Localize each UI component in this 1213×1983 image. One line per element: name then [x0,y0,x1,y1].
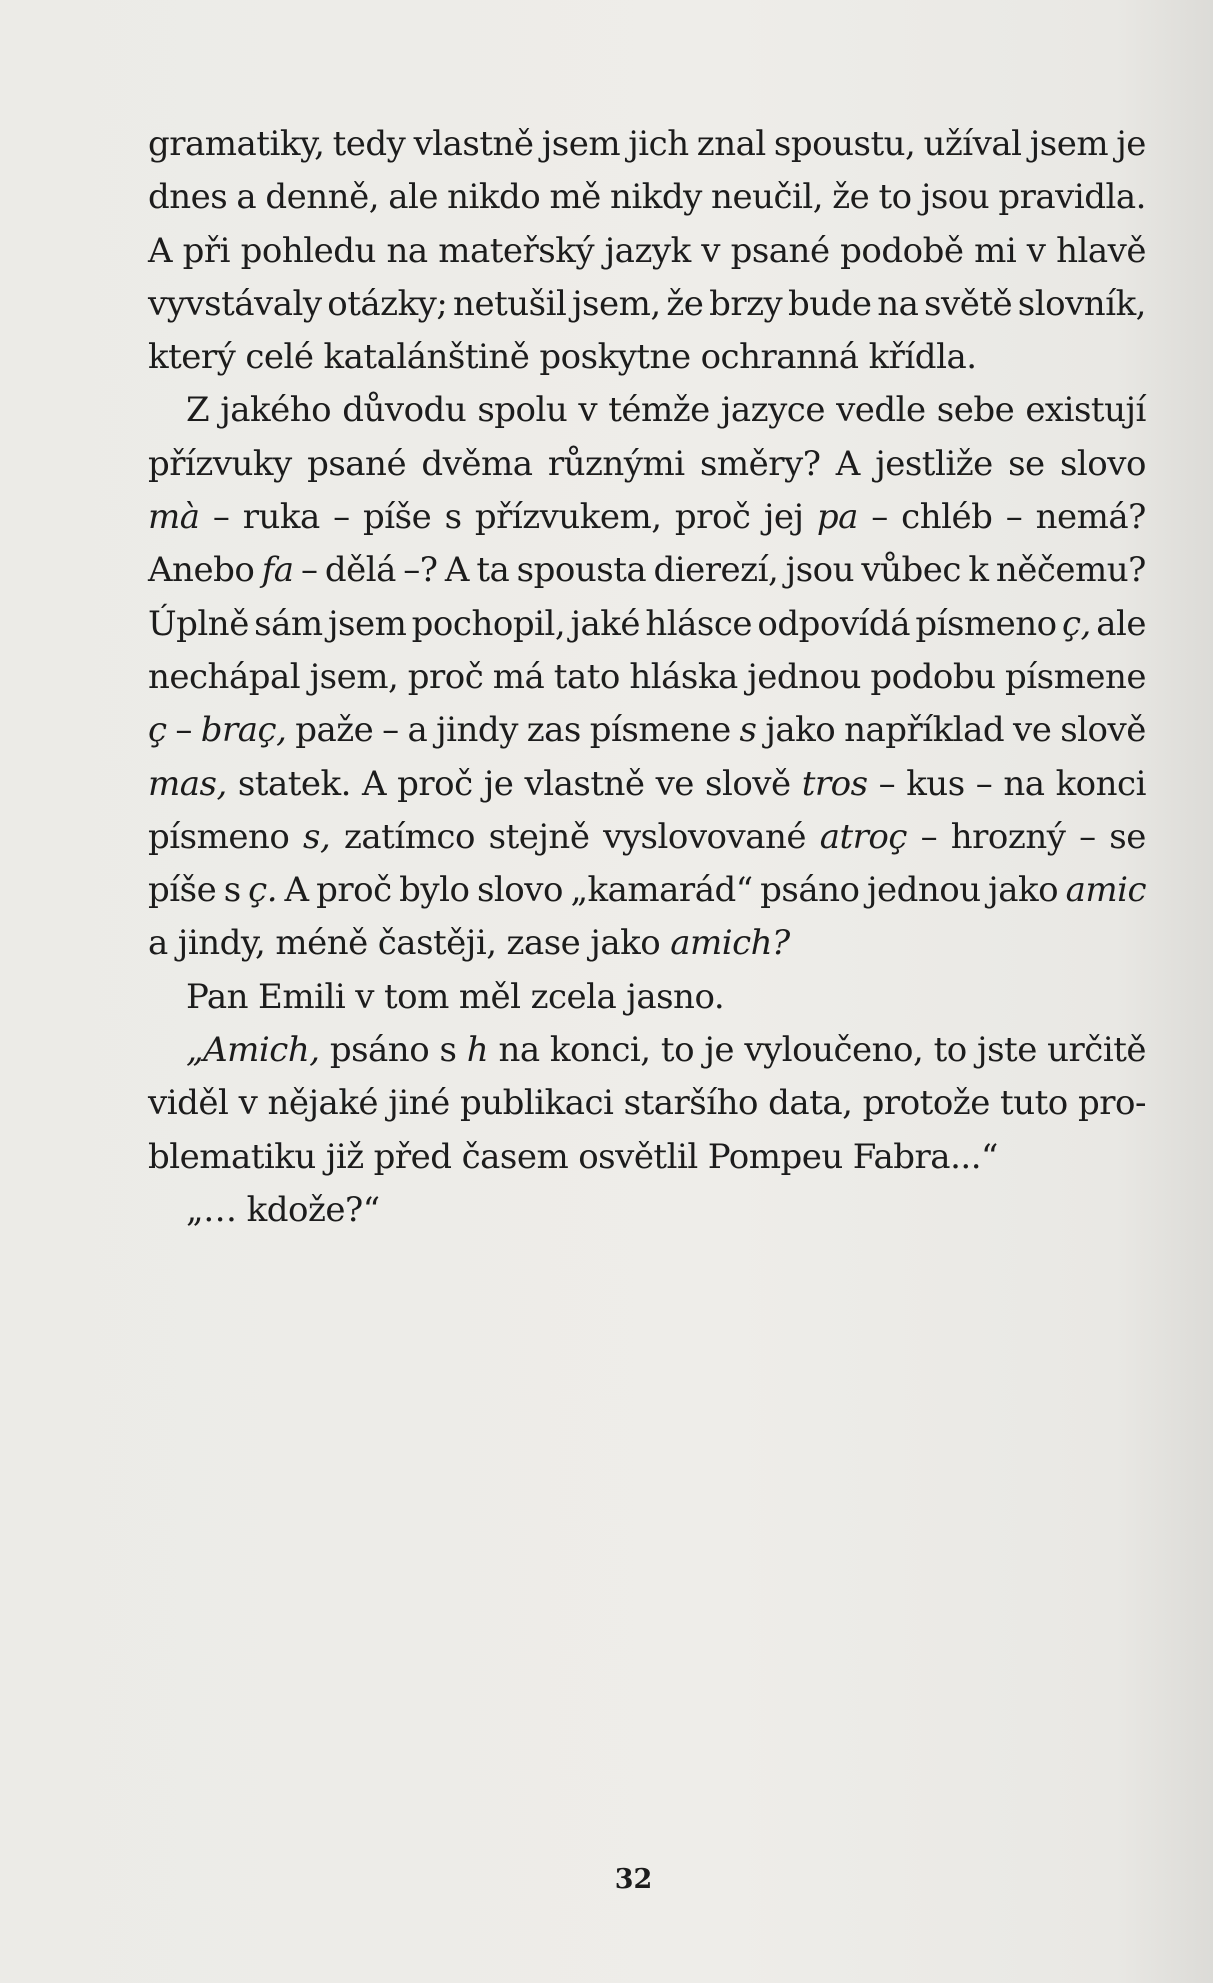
word: tuto [1000,1083,1068,1124]
word: denně, [265,177,379,218]
word: dnes [148,177,228,218]
word: jednou [747,656,861,697]
word: ale [1096,603,1146,644]
word: proč [674,497,751,538]
word: stejně [488,816,590,857]
word: jsem [1029,124,1109,164]
word: zatímco [343,816,475,857]
word: sám [254,603,323,644]
word: zase [506,923,581,964]
italic-word: „Amich, [186,1030,320,1071]
word: směry? [699,443,821,484]
word: nikdy [610,177,702,218]
word: podobě [840,230,964,271]
word: bylo [399,870,470,911]
word: osvětlil [578,1136,698,1177]
text-line [148,758,1146,811]
word: – [871,497,888,538]
word: jako [590,923,661,964]
italic-word: braç, [200,710,287,751]
text-line [148,1077,1146,1130]
word: například [844,710,1005,751]
text-line [148,811,1146,864]
word: k [968,550,989,591]
word: na [877,283,919,324]
word: – [212,497,230,538]
word: slovo [476,870,563,911]
word: jindy, [177,923,266,964]
word: témže [608,390,710,431]
word: – [300,550,318,591]
word: kus [906,763,965,804]
italic-word: fa [261,550,294,591]
word: spoustu, [773,124,916,164]
italic-word: ç. [248,870,278,911]
word: – [920,816,938,857]
word: na [386,230,428,271]
word: neučil, [711,177,824,218]
text-line [148,278,1146,331]
word: že [666,283,704,324]
word: jej [763,497,804,538]
text-line [148,225,1146,278]
word: zas [526,710,581,751]
word: A [444,550,469,591]
word: jazyce [720,390,825,431]
word: jich [628,124,689,164]
word: pravidla. [998,177,1146,218]
word: světě [924,283,1013,324]
word: psáno [329,1030,430,1071]
word: slově [705,763,791,804]
text-line [148,384,1146,437]
word: písmeno [148,816,290,857]
word: – [878,763,896,804]
italic-word: s, [303,816,331,857]
word: méně [275,923,368,964]
word: viděl [148,1083,229,1124]
word: ta [476,550,510,591]
word: před [373,1136,452,1177]
word: nikdo [447,177,541,218]
word: který [148,337,236,378]
word: vyslovované [603,816,807,857]
word: Z [186,390,210,431]
word: se [1008,443,1045,484]
word: častěji, [377,923,497,964]
word: mi [974,230,1017,271]
word: znal [696,124,766,164]
word: jsem, [309,656,399,697]
word: časem [461,1136,569,1177]
word: publikaci [459,1083,614,1124]
word: je [483,763,514,804]
word: písmene [589,710,731,751]
word: má [492,656,545,697]
word: konci [1055,763,1146,804]
word: pohledu [240,230,376,271]
word: to [933,1030,967,1071]
word: vedle [836,390,926,431]
word: bude [787,283,872,324]
word: je [1116,124,1146,164]
word: jsem [327,603,407,644]
word: jako [988,870,1059,911]
word: ve [655,763,694,804]
word: jsou [920,177,990,218]
word: slově [1060,710,1146,751]
word: proč [407,656,484,697]
word: gramatiky, [148,124,325,164]
italic-word: pa [816,497,858,538]
word: chléb [901,497,993,538]
word: písmene [1005,656,1146,697]
word: již [325,1136,364,1177]
word: A [362,763,387,804]
word: tedy [332,124,406,164]
word: celé [245,337,314,378]
word: v [238,1083,258,1124]
word: psané [307,443,407,484]
italic-word: amich? [670,923,790,964]
italic-word: mà [148,497,200,538]
word: mě [549,177,601,218]
word: pochopil, [411,603,566,644]
word: důvodu [342,390,467,431]
word: katalánštině [323,337,530,378]
word: něčemu? [995,550,1146,591]
word: – [175,710,192,751]
word: ochranná [700,337,859,378]
word: paže [295,710,374,751]
word: nějaké [267,1083,379,1124]
word: jako [765,710,836,751]
text-line [148,971,1146,1024]
word: staršího [623,1083,758,1124]
word: hlásce [645,603,753,644]
word: to [878,177,912,218]
word: jsem, [572,283,661,324]
word: A [148,230,173,271]
text-line [148,598,1146,651]
word: – [333,497,350,538]
word: křídla. [868,337,977,378]
word: vyloučeno, [744,1030,924,1071]
word: A [835,443,860,484]
word: jaké [570,603,641,644]
italic-word: h [466,1030,489,1071]
word: A [284,870,309,911]
word: měl [458,976,521,1017]
word: hrozný [950,816,1066,857]
word: hláska [629,656,738,697]
word: to [660,1030,695,1071]
word: v [1026,230,1046,271]
word: nemá? [1035,497,1146,538]
text-line [148,917,1146,970]
word: písmeno [915,603,1057,644]
word: jestliže [875,443,993,484]
word: jazyk [604,230,691,271]
word: Emili [258,976,346,1017]
word: a [407,710,428,751]
word: jsem [541,124,621,164]
word: různými [547,443,685,484]
word: – [1079,816,1096,857]
word: a [148,923,168,964]
word: data, [768,1083,853,1124]
word: dělá [324,550,396,591]
italic-word: tros [801,763,868,804]
word: existují [1025,390,1146,431]
word: vlastně [524,763,645,804]
word: netušil [453,283,567,324]
text-line [148,438,1146,491]
italic-word: amic [1065,870,1146,911]
text-line [148,651,1146,704]
text-line [148,118,1146,171]
word: blematiku [148,1136,316,1177]
word: proč [316,870,392,911]
word: určitě [1047,1030,1146,1071]
word: jsou [785,550,855,591]
word: tom [383,976,449,1017]
word: kdože?“ [246,1189,380,1230]
word: na [1003,763,1045,804]
word: ve [1013,710,1052,751]
word: tato [553,656,620,697]
word: – [382,710,399,751]
italic-word: ç, [1061,603,1091,644]
body-text [148,118,1146,1237]
word: Úplně [148,603,249,644]
word: podobu [870,656,996,697]
word: sebe [936,390,1015,431]
word: brzy [709,283,783,324]
word: vůbec [861,550,961,591]
word: – [1005,497,1023,538]
word: jednou [866,870,981,911]
word: přízvuky [148,443,292,484]
word: v [701,230,720,271]
word: dierezí, [653,550,779,591]
word: v [355,976,374,1017]
word: píše [362,497,432,538]
word: užíval [923,124,1022,164]
text-line [148,171,1146,224]
text-line [148,704,1146,757]
word: konci, [549,1030,651,1071]
word: slovník, [1017,283,1146,324]
text-line [148,1024,1146,1077]
word: píše [148,870,217,911]
word: přízvukem, [474,497,662,538]
word: zcela [530,976,617,1017]
word: dvěma [421,443,533,484]
italic-word: s [739,710,757,751]
page-number: 32 [614,1864,653,1895]
word: s [439,1030,457,1071]
word: protože [862,1083,990,1124]
word: proč [397,763,473,804]
text-line [148,544,1146,597]
word: spolu [477,390,568,431]
text-line [148,1184,1146,1237]
word: Fabra...“ [852,1136,998,1177]
italic-word: ç [148,710,167,751]
word: v [578,390,598,431]
word: Pompeu [707,1136,843,1177]
word: jasno. [626,976,725,1017]
word: poskytne [539,337,691,378]
word: psané [730,230,830,271]
word: jiné [388,1083,450,1124]
word: jakého [220,390,332,431]
italic-word: mas, [148,763,227,804]
word: mateřský [438,230,595,271]
italic-word: atroç [819,816,907,857]
word: s [444,497,462,538]
word: Pan [186,976,249,1017]
word: –? [403,550,438,591]
word: pro- [1077,1083,1146,1124]
text-line [148,331,1146,384]
word: jste [977,1030,1037,1071]
word: s [223,870,241,911]
word: otázky; [327,283,448,324]
word: je [704,1030,735,1071]
word: nechápal [148,656,301,697]
word: – [975,763,993,804]
word: ruka [242,497,320,538]
word: Anebo [148,550,255,591]
word: spousta [516,550,647,591]
word: a [236,177,257,218]
word: psáno [760,870,860,911]
word: se [1109,816,1146,857]
word: při [182,230,231,271]
word: slovo [1059,443,1146,484]
word: odpovídá [757,603,910,644]
word: statek. [237,763,351,804]
word: jindy [436,710,518,751]
word: že [832,177,870,218]
text-line [148,1131,1146,1184]
text-line [148,864,1146,917]
word: vyvstávaly [148,283,322,324]
word: hlavě [1056,230,1146,271]
word: na [498,1030,540,1071]
word: „kamarád“ [570,870,753,911]
text-line [148,491,1146,544]
word: „… [186,1189,237,1230]
word: ale [388,177,438,218]
word: vlastně [413,124,534,164]
